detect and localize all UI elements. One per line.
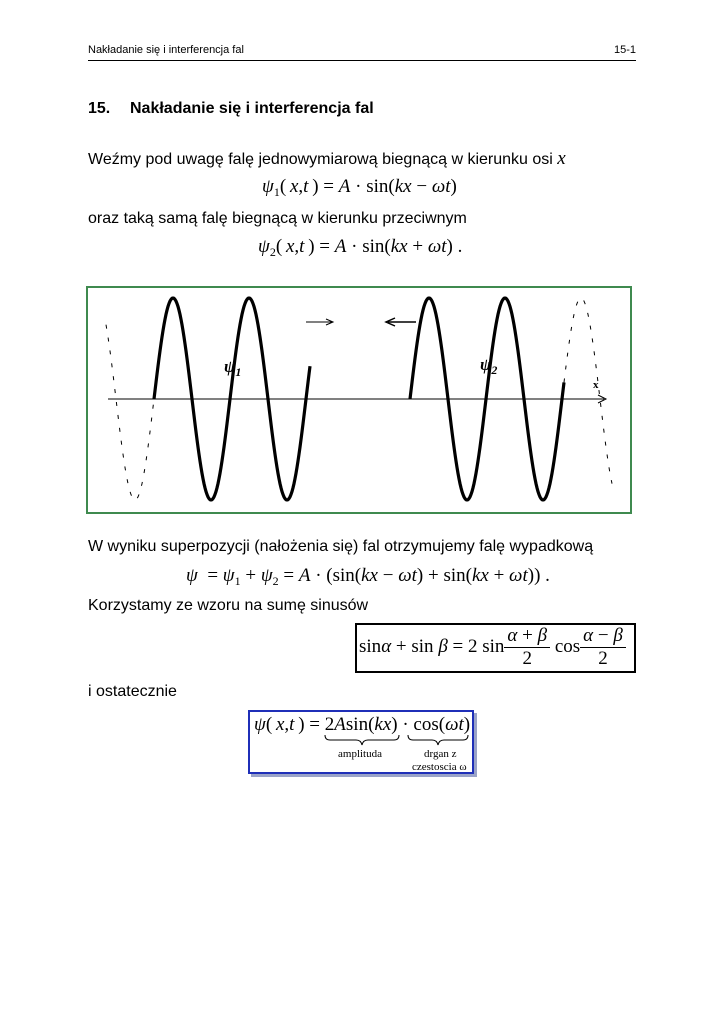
running-header-title: Nakładanie się i interferencja fal bbox=[88, 44, 244, 56]
header-rule bbox=[88, 60, 636, 61]
psi1-label: $\psi_1$ bbox=[224, 357, 242, 379]
page-number: 15-1 bbox=[613, 44, 636, 56]
equation-psi1: $\psi_1$( x,t ) = A · sin(kx − ωt) bbox=[262, 176, 457, 199]
wave-psi2-dashed bbox=[564, 298, 612, 484]
amplitude-brace bbox=[325, 735, 399, 745]
equation-superposition: $\psi = \psi_1 + \psi_2 = A \cdot (\sin(kx - \omega t) + \sin(kx + \omega t))$ . bbox=[186, 565, 550, 588]
paragraph-opposite: oraz taką samą falę biegnącą w kierunku przeciwnym bbox=[88, 210, 467, 227]
paragraph-finally: i ostatecznie bbox=[88, 683, 177, 700]
amplitude-label: amplituda bbox=[338, 748, 382, 760]
axis-variable: x bbox=[557, 148, 566, 169]
wave-psi1-dashed bbox=[106, 325, 154, 500]
oscillation-label-line1: drgan z bbox=[424, 748, 457, 760]
wave-diagram bbox=[88, 288, 630, 512]
arrow-left-icon bbox=[386, 318, 416, 326]
oscillation-brace bbox=[408, 735, 468, 745]
oscillation-label-line2: czestoscia ω bbox=[412, 761, 467, 773]
paragraph-sum-formula: Korzystamy ze wzoru na sumę sinusów bbox=[88, 597, 369, 614]
paragraph-intro bbox=[88, 148, 566, 170]
arrow-right-icon bbox=[306, 319, 333, 325]
standing-wave-formula-box: ψ( x,t ) = 2Asin(kx) · cos(ωt) amplituda drgan z czestoscia ω bbox=[248, 710, 474, 774]
paragraph-intro-text: Weźmy pod uwagę falę jednowymiarową biegnącą w kierunku osi bbox=[88, 151, 553, 168]
x-axis-label: x bbox=[593, 379, 599, 391]
section-number: 15. bbox=[88, 100, 111, 117]
wave-figure bbox=[86, 286, 632, 514]
section-heading bbox=[88, 100, 374, 118]
paragraph-superposition: W wyniku superpozycji (nałożenia się) fal otrzymujemy falę wypadkową bbox=[88, 538, 594, 555]
section-title: Nakładanie się i interferencja fal bbox=[130, 100, 374, 117]
psi2-label: $\psi_2$ bbox=[480, 355, 498, 377]
sum-of-sines-formula-box: sinα + sin β = 2 sin $\frac{\alpha + \beta}{2}$ cos $\frac{\alpha - \beta}{2}$ bbox=[355, 623, 636, 673]
equation-psi2: $\psi_2$( x,t ) = A · sin(kx + ωt) . bbox=[258, 236, 463, 259]
